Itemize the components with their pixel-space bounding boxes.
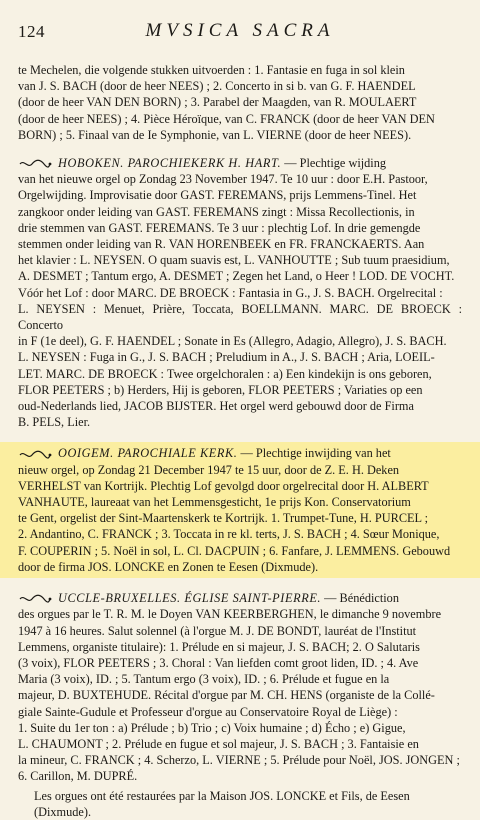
text-line: FLOR PEETERS ; b) Herders, Hij is geboren, FLOR PEETERS ; Variaties op een [18, 382, 423, 397]
entry-heading-rest: — Bénédiction [321, 591, 399, 606]
text-line: het klavier : L. NEYSEN. O quam suavis est, L. VANHOUTTE ; Sub tuum praesidium, [18, 253, 450, 268]
text-line: L. CHAUMONT ; 2. Prélude en fugue et sol majeur, J. S. BACH ; 3. Fantaisie en [18, 736, 419, 751]
text-line: 1947 à 16 heures. Salut solennel (à l'orgue M. J. DE BONDT, lauréat de l'Institut [18, 623, 417, 638]
entry-ooigem [0, 442, 480, 578]
text-line: F. COUPERIN ; 5. Noël in sol, L. Cl. DACPUIN ; 6. Fanfare, J. LEMMENS. Gebouwd [18, 543, 451, 558]
text-line: L. NEYSEN : Fuga in G., J. S. BACH ; Preludium in A., J. S. BACH ; Aria, LOEIL- [18, 350, 435, 365]
running-title: MVSICA SACRA [145, 20, 335, 41]
text-line: te Gent, orgelist der Sint-Maartenskerk te Kortrijk. 1. Trumpet-Tune, H. PURCEL ; [18, 511, 429, 526]
text-line: van J. S. BACH (door de heer NEES) ; 2. Concerto in si b. van G. F. HAENDEL [18, 79, 416, 94]
body-text [18, 62, 462, 820]
entry-first-line [18, 155, 462, 171]
text-line: la mineur, C. FRANCK ; 4. Scherzo, L. VIERNE ; 5. Prélude pour Noël, JOS. JONGEN ; [18, 753, 460, 768]
ornament-icon [18, 594, 52, 604]
text-line: LET. MARC. DE BROECK : Twee orgelchoralen : a) Een kindekijn is ons geboren, [18, 366, 432, 381]
ornament-icon [18, 450, 52, 460]
text-line: 1. Suite du 1er ton : a) Prélude ; b) Trio ; c) Voix humaine ; d) Écho ; e) Gigue, [18, 720, 406, 735]
text-line: VERHELST van Kortrijk. Plechtig Lof gevolgd door orgelrecital door H. ALBERT [18, 478, 429, 493]
ornament-icon [18, 159, 52, 169]
text-line: door de firma JOS. LONCKE en Zonen te Eesen (Dixmude). [18, 559, 319, 574]
text-line: te Mechelen, die volgende stukken uitvoerden : 1. Fantasie en fuga in sol klein [18, 63, 405, 77]
text-line: (Dixmude). [34, 804, 92, 819]
entry-heading: HOBOKEN. PAROCHIEKERK H. HART. [58, 156, 282, 171]
intro-paragraph [18, 62, 462, 143]
text-line: giale Sainte-Gudule et Professeur d'orgue au Conservatoire Royal de Liège) : [18, 704, 398, 719]
text-line: 2. Andantino, C. FRANCK ; 3. Toccata in re kl. terts, J. S. BACH ; 4. Sœur Monique, [18, 527, 440, 542]
text-line: 6. Carillon, M. DUPRÉ. [18, 769, 138, 784]
page-number: 124 [18, 22, 45, 41]
entry-heading: OOIGEM. PAROCHIALE KERK. [58, 446, 238, 461]
text-line: in F (1e deel), G. F. HAENDEL ; Sonate in Es (Allegro, Adagio, Allegro), J. S. BACH. [18, 334, 447, 349]
text-line: stemmen onder leiding van R. VAN HORENBEEK en FR. FRANCKAERTS. Aan [18, 237, 425, 252]
text-line: VANHAUTE, laureaat van het Lemmensgesticht, 1e prijs Kon. Conservatorium [18, 495, 411, 510]
text-line: L. NEYSEN : Menuet, Prière, Toccata, BOELLMANN. MARC. DE BROECK : Concerto [18, 301, 462, 333]
text-line: B. PELS, Lier. [18, 415, 91, 430]
entry-heading-rest: — Plechtige inwijding van het [237, 446, 391, 461]
entry-heading-rest: — Plechtige wijding [281, 156, 387, 171]
text-line: oud-Nederlands lied, JACOB BIJSTER. Het orgel werd gebouwd door de Firma [18, 399, 414, 414]
text-line: des orgues par le T. R. M. le Doyen VAN KEERBERGHEN, le dimanche 9 novembre [18, 607, 442, 622]
text-line: drie stemmen van GAST. FEREMANS. Te 3 uur : plechtig Lof. In drie gemengde [18, 220, 421, 235]
text-line: Les orgues ont été restaurées par la Maison JOS. LONCKE et Fils, de Eesen [34, 788, 410, 803]
text-line: (door de heer NEES) ; 4. Pièce Héroïque, van C. FRANCK (door de heer VAN DEN [18, 111, 435, 126]
entry-heading: UCCLE-BRUXELLES. ÉGLISE SAINT-PIERRE. [58, 591, 322, 606]
text-line: zangkoor onder leiding van GAST. FEREMANS zingt : Missa Recollectionis, in [18, 204, 415, 219]
text-line: van het nieuwe orgel op Zondag 23 November 1947. Te 10 uur : door E.H. Pastoor, [18, 172, 428, 187]
entry-first-line [18, 590, 462, 606]
page-header [18, 20, 462, 46]
text-line: Lemmens, organiste titulaire): 1. Prélude en si majeur, J. S. BACH; 2. O Salutaris [18, 639, 420, 654]
text-line: BORN) ; 5. Finaal van de Ie Symphonie, van L. VIERNE (door de heer NEES). [18, 127, 412, 142]
text-line: A. DESMET ; Tantum ergo, A. DESMET ; Zegen het Land, o Heer ! LOD. DE VOCHT. [18, 269, 455, 284]
text-line: Vóór het Lof : door MARC. DE BROECK : Fantasia in G., J. S. BACH. Orgelrecital : [18, 285, 443, 300]
text-line: nieuw orgel, op Zondag 21 December 1947 te 15 uur, door de Z. E. H. Deken [18, 462, 400, 477]
text-line: majeur, D. BUXTEHUDE. Récital d'orgue par M. CH. HENS (organiste de la Collé- [18, 688, 435, 703]
text-line: Orgelwijding. Improvisatie door GAST. FEREMANS, prijs Lemmens-Tinel. Het [18, 188, 417, 203]
entry-hoboken [18, 152, 462, 433]
closing-paragraph [18, 788, 462, 820]
entry-uccle [18, 587, 462, 787]
text-line: (door de heer VAN DEN BORN) ; 3. Parabel der Maagden, van R. MOULAERT [18, 95, 417, 110]
entry-first-line [18, 445, 462, 461]
text-line: Maria (3 voix), ID. ; 5. Tantum ergo (3 voix), ID. ; 6. Prélude et fugue en la [18, 672, 390, 687]
text-line: (3 voix), FLOR PEETERS ; 3. Choral : Van liefden comt groot liden, ID. ; 4. Ave [18, 655, 419, 670]
